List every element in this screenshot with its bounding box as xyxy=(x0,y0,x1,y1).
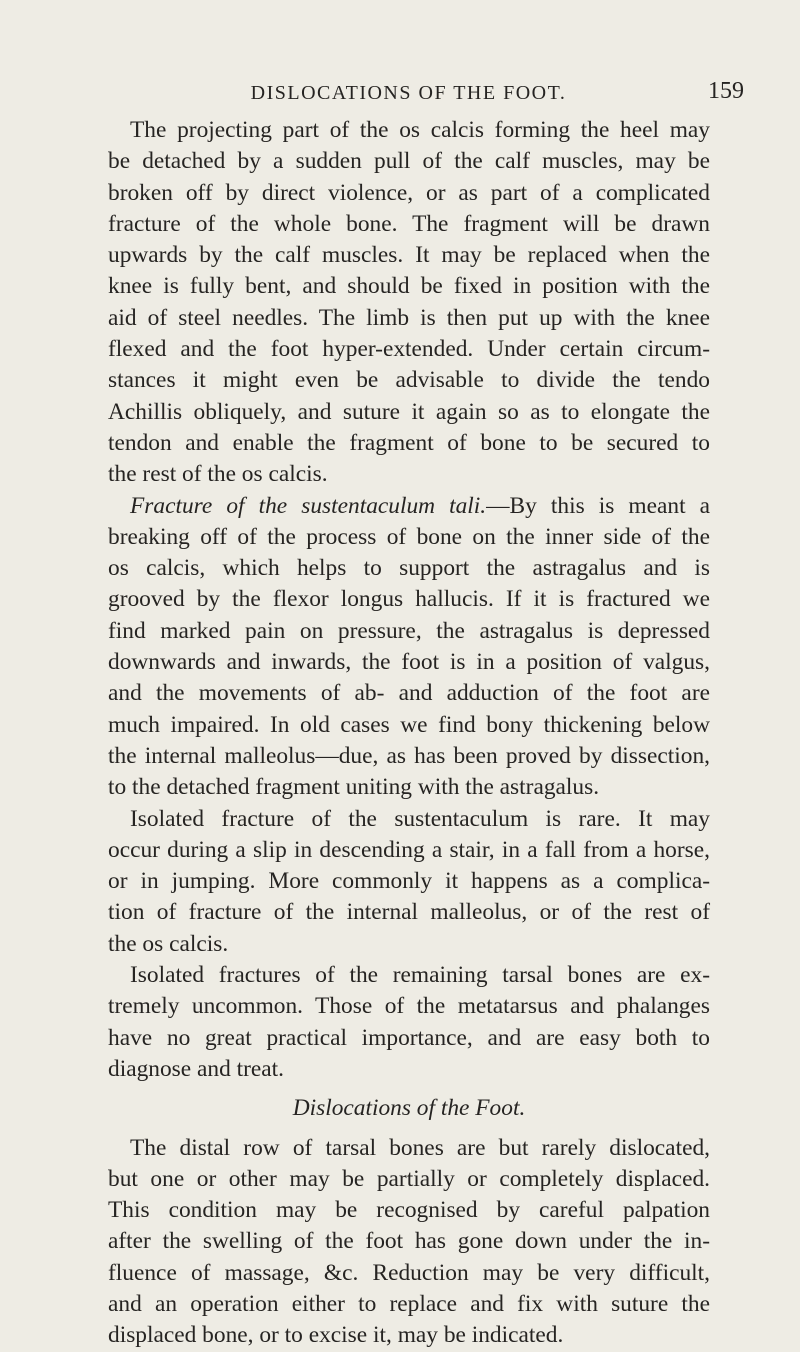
text-line xyxy=(108,491,710,522)
paragraph-isolated-sustentaculum xyxy=(108,804,710,960)
section-title: Dislocations of the Foot. xyxy=(292,1095,526,1122)
paragraph-sustentaculum-fracture xyxy=(108,491,710,804)
text-line: The distal row of tarsal bones are but rarely dislocated, xyxy=(130,1134,710,1161)
text-line-rest: —By this is meant a xyxy=(486,492,711,519)
run-in-heading: Fracture of the sustentaculum tali. xyxy=(130,492,487,519)
text-line: the rest of the os calcis. xyxy=(108,461,328,488)
text-line: tendon and enable the fragment of bone to be secured to xyxy=(108,429,710,456)
text-line: find marked pain on pressure, the astragalus is depressed xyxy=(108,617,710,644)
text-line: grooved by the flexor longus hallucis. If it is fractured we xyxy=(108,586,710,613)
text-line: os calcis, which helps to support the astragalus and is xyxy=(108,555,710,582)
text-line: fracture of the whole bone. The fragment will be drawn xyxy=(108,210,710,237)
text-line: downwards and inwards, the foot is in a position of valgus, xyxy=(108,649,710,676)
text-line: and the movements of ab- and adduction of the foot are xyxy=(108,680,710,707)
text-line: the os calcis. xyxy=(108,930,229,957)
text-line: Isolated fractures of the remaining tarsal bones are ex- xyxy=(130,962,710,989)
text-line: the internal malleolus—due, as has been proved by dissection, xyxy=(108,742,710,769)
text-line: fluence of massage, &c. Reduction may be very difficult, xyxy=(108,1259,710,1286)
text-line: tion of fracture of the internal malleolus, or of the rest of xyxy=(108,899,710,926)
text-line: displaced bone, or to excise it, may be indicated. xyxy=(108,1322,564,1349)
text-line: The projecting part of the os calcis forming the heel may xyxy=(130,117,710,143)
text-line: aid of steel needles. The limb is then put up with the knee xyxy=(108,304,710,331)
section-spacer xyxy=(108,1125,710,1133)
paragraph-tarsal-dislocation xyxy=(108,1133,710,1352)
section-spacer xyxy=(108,1085,710,1093)
text-line: occur during a slip in descending a stair, in a fall from a horse, xyxy=(108,836,710,863)
text-line: Isolated fracture of the sustentaculum is rare. It may xyxy=(130,805,710,832)
text-line: be detached by a sudden pull of the calf muscles, may be xyxy=(108,148,710,175)
text-line: tremely uncommon. Those of the metatarsus and phalanges xyxy=(108,993,710,1020)
text-line: Achillis obliquely, and suture it again so as to elongate the xyxy=(108,398,710,425)
paragraph-tarsal-bones xyxy=(108,960,710,1085)
text-line: stances it might even be advisable to divide the tendo xyxy=(108,367,710,394)
text-line: upwards by the calf muscles. It may be replaced when the xyxy=(108,242,710,269)
body-text xyxy=(108,115,710,1352)
text-line: or in jumping. More commonly it happens as a complica- xyxy=(108,868,710,895)
text-line: to the detached fragment uniting with the astragalus. xyxy=(108,774,600,801)
paragraph-heel-fracture xyxy=(108,115,710,491)
text-line: This condition may be recognised by careful palpation xyxy=(108,1197,710,1224)
text-line: flexed and the foot hyper-extended. Under certain circum- xyxy=(108,336,710,363)
text-line: knee is fully bent, and should be fixed in position with the xyxy=(108,273,710,300)
text-line: diagnose and treat. xyxy=(108,1055,285,1082)
text-line: after the swelling of the foot has gone down under the in- xyxy=(108,1228,710,1255)
text-line: and an operation either to replace and fix with suture the xyxy=(108,1290,710,1317)
text-line: broken off by direct violence, or as part of a complicated xyxy=(108,179,710,206)
page-number: 159 xyxy=(708,78,744,104)
text-line: much impaired. In old cases we find bony thickening below xyxy=(108,711,710,738)
running-head: DISLOCATIONS OF THE FOOT. xyxy=(250,82,567,104)
text-line: have no great practical importance, and are easy both to xyxy=(108,1024,710,1051)
text-line: breaking off of the process of bone on the inner side of the xyxy=(108,523,710,550)
text-line: but one or other may be partially or completely displaced. xyxy=(108,1165,710,1192)
